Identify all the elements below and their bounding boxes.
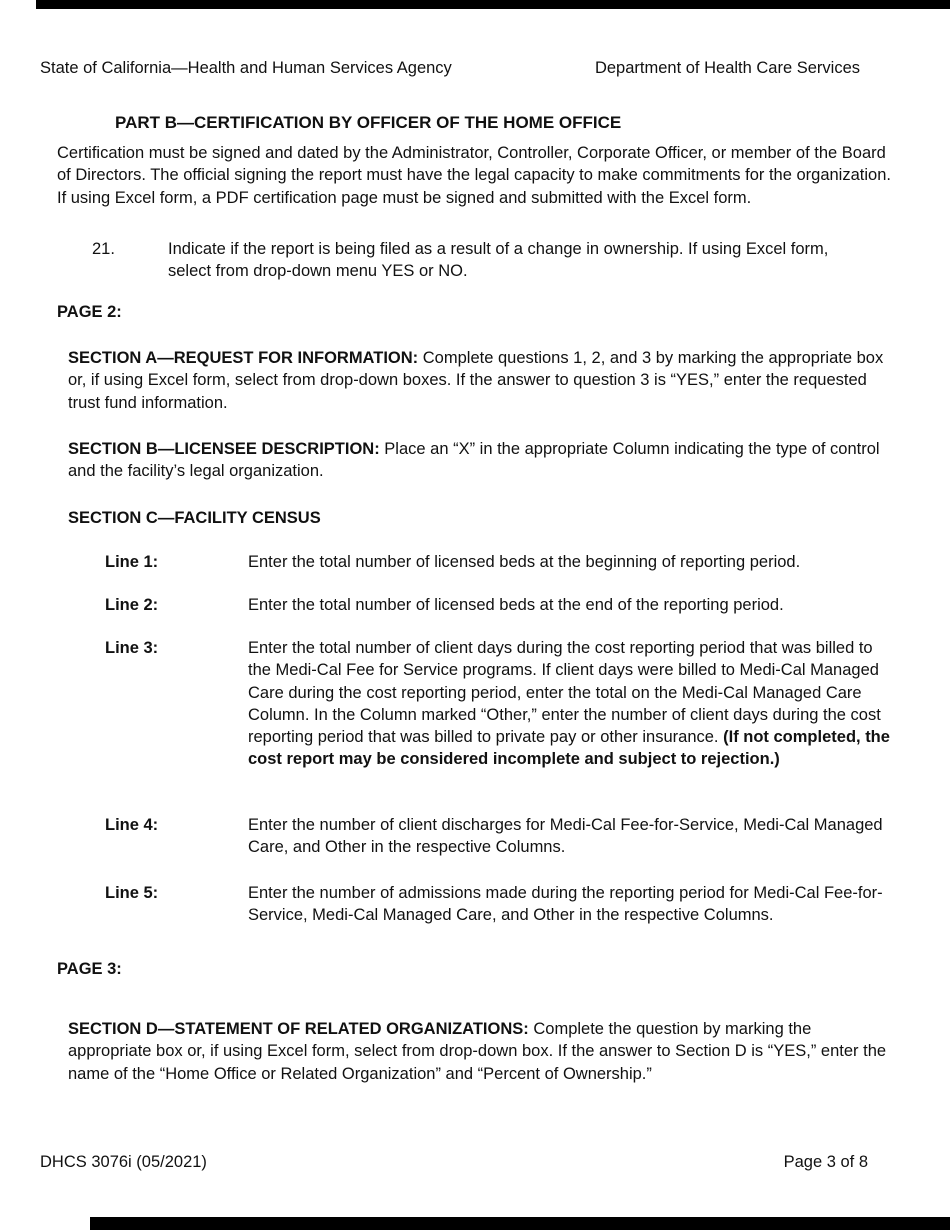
header-agency-left: State of California—Health and Human Services Agency (40, 59, 452, 77)
footer-page-number: Page 3 of 8 (783, 1153, 868, 1171)
census-line-5-label: Line 5: (105, 884, 159, 902)
census-line-1-text: Enter the total number of licensed beds at the beginning of reporting period. (248, 553, 801, 571)
list-item-21 (92, 238, 882, 283)
header-agency-right: Department of Health Care Services (594, 59, 860, 77)
section-a-title: SECTION A—REQUEST FOR INFORMATION: (68, 349, 419, 367)
census-line-3-label: Line 3: (105, 639, 159, 657)
census-line-5 (105, 882, 893, 927)
section-b-paragraph (68, 438, 892, 483)
census-line-3 (105, 637, 893, 771)
section-b-title: SECTION B—LICENSEE DESCRIPTION: (68, 440, 380, 458)
section-d-text: Complete the question by marking the appropriate box or, if using Excel form, select from drop-down box. If the answer to Section D is “YES,” enter the name of the “Home Office or Related Organization” and “Percent of Ownership.” (68, 1020, 887, 1083)
census-line-4 (105, 814, 893, 859)
page-footer (40, 1151, 868, 1173)
census-line-5-text: Enter the number of admissions made during the reporting period for Medi-Cal Fee-for-Service, Medi-Cal Managed Care, and Other in the respective Columns. (248, 884, 883, 925)
footer-form-number: DHCS 3076i (05/2021) (40, 1153, 207, 1171)
item-21-text: Indicate if the report is being filed as a result of a change in ownership. If using Excel form, select from drop-down menu YES or NO. (168, 240, 829, 281)
section-a-paragraph (68, 347, 892, 414)
scan-artifact-top-bar (36, 0, 950, 9)
census-line-4-text: Enter the number of client discharges for Medi-Cal Fee-for-Service, Medi-Cal Managed Care, and Other in the respective Columns. (248, 816, 883, 857)
part-b-intro-paragraph: Certification must be signed and dated by the Administrator, Controller, Corporate Officer, or member of the Board of Directors. The official signing the report must have the legal capacity to make commitments for the organization. If using Excel form, a PDF certification page must be signed and submitted with the Excel form. (57, 144, 891, 207)
section-c-title: SECTION C—FACILITY CENSUS (68, 509, 321, 527)
census-line-2-text: Enter the total number of licensed beds at the end of the reporting period. (248, 596, 784, 614)
census-line-1 (105, 551, 893, 573)
page-3-label: PAGE 3: (57, 960, 122, 978)
item-21-number: 21. (92, 240, 115, 258)
section-b-text: Place an “X” in the appropriate Column indicating the type of control and the facility’s legal organization. (68, 440, 880, 481)
part-b-title: PART B—CERTIFICATION BY OFFICER OF THE HOME OFFICE (115, 113, 622, 132)
census-line-3-text (248, 637, 891, 771)
scan-artifact-bottom-bar (90, 1217, 950, 1230)
census-line-2 (105, 594, 893, 616)
census-line-3-text-bold: (If not completed, the cost report may be considered incomplete and subject to rejection.) (248, 728, 890, 769)
census-line-1-label: Line 1: (105, 553, 159, 571)
census-line-4-label: Line 4: (105, 816, 159, 834)
page-header (40, 57, 860, 79)
section-d-paragraph (68, 1018, 896, 1085)
census-line-2-label: Line 2: (105, 596, 159, 614)
page-2-label: PAGE 2: (57, 303, 122, 321)
census-line-3-text-regular: Enter the total number of client days during the cost reporting period that was billed to the Medi-Cal Fee for Service programs. If client days were billed to Medi-Cal Managed Care during the cost reporting period, enter the total on the Medi-Cal Managed Care Column. In the Column marked “Other,” enter the number of client days during the cost reporting period that was billed to private pay or other insurance. (248, 639, 881, 747)
section-d-title: SECTION D—STATEMENT OF RELATED ORGANIZATIONS: (68, 1020, 529, 1038)
section-a-text: Complete questions 1, 2, and 3 by marking the appropriate box or, if using Excel form, select from drop-down boxes. If the answer to question 3 is “YES,” enter the requested trust fund information. (68, 349, 884, 412)
